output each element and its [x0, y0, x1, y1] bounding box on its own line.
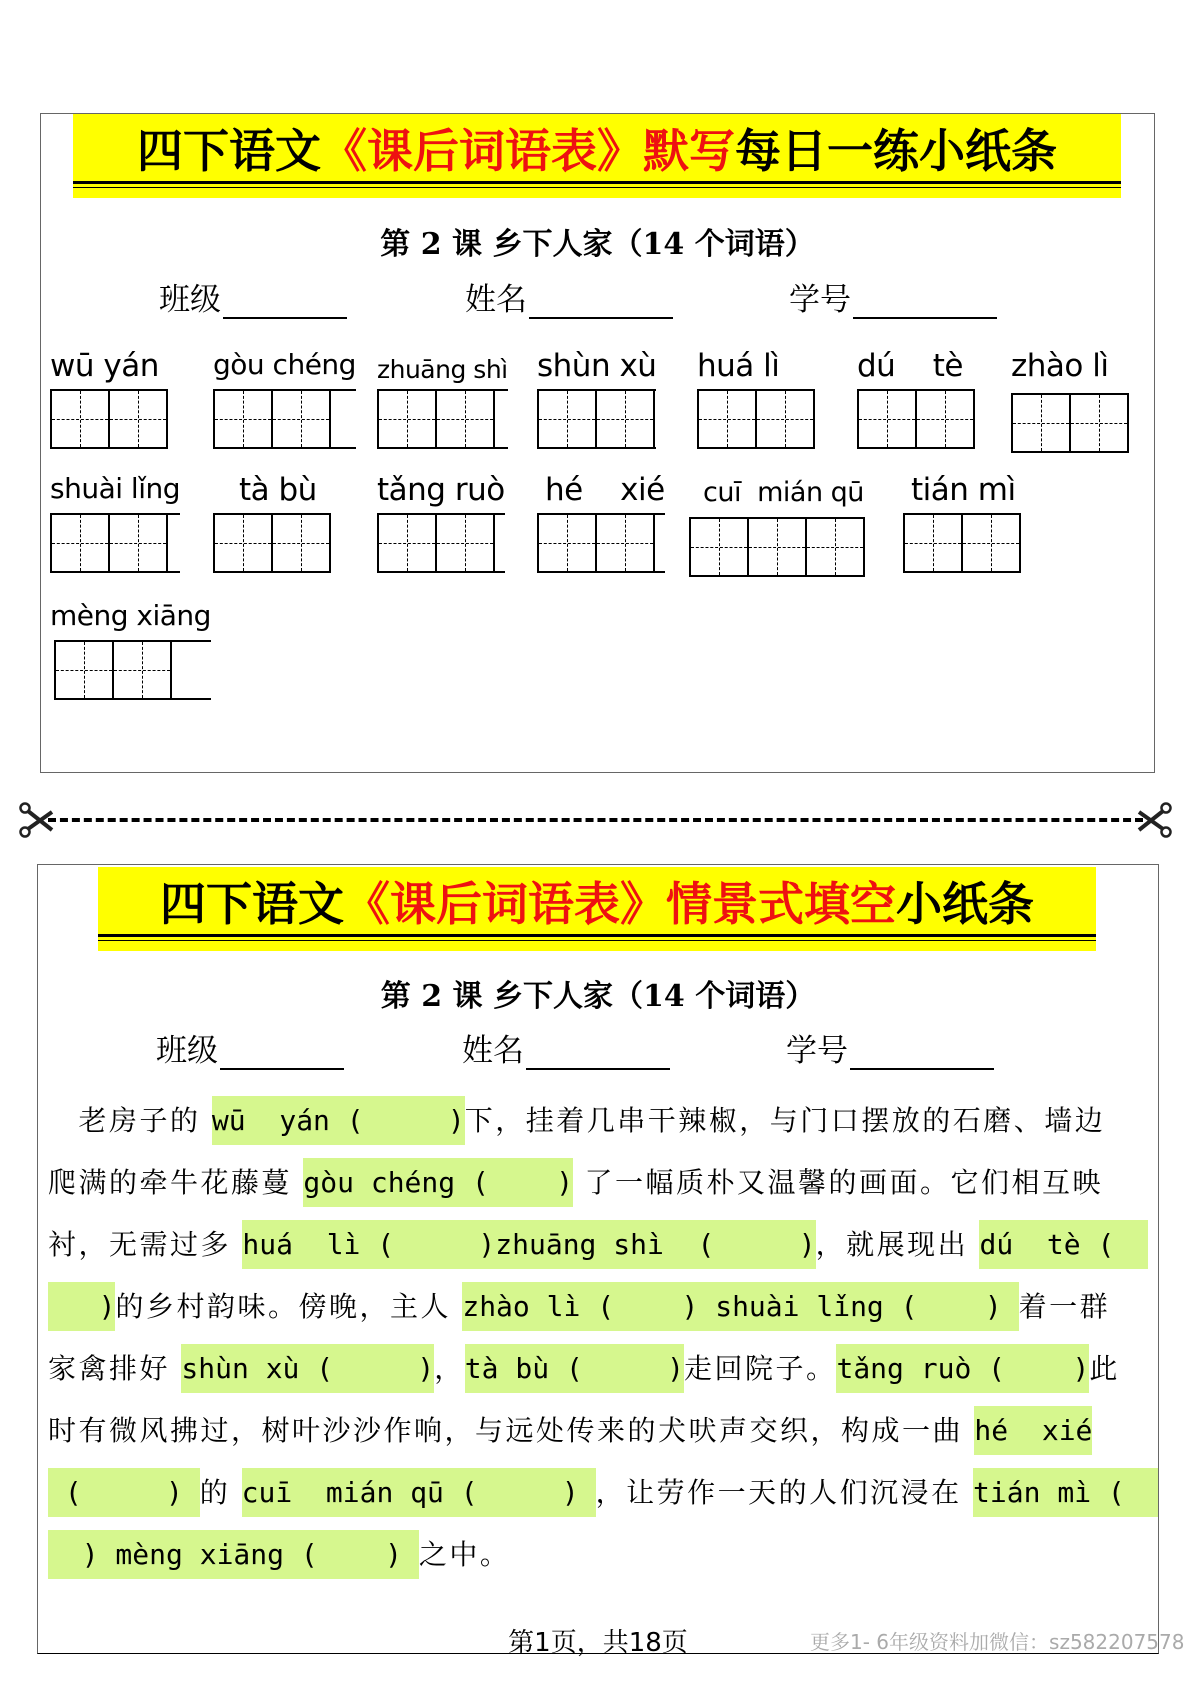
writing-grid[interactable] — [537, 389, 656, 449]
passage-text: ，让劳作一天的人们沉浸在 — [595, 1476, 974, 1509]
sheet-title-banner — [98, 867, 1096, 951]
word-pinyin: tà bù — [239, 472, 317, 508]
sheet-title-banner — [73, 114, 1121, 198]
fill-in-blank[interactable]: hé xié — [974, 1406, 1092, 1455]
student-info-row — [38, 1025, 1158, 1069]
writing-grid[interactable] — [377, 513, 505, 573]
class-blank[interactable] — [220, 1034, 344, 1070]
fill-in-blank[interactable]: tà bù ( ) — [465, 1344, 684, 1393]
student-id-field[interactable] — [789, 274, 997, 319]
fill-in-blank[interactable]: tián mì ( — [973, 1468, 1158, 1517]
fill-in-blank[interactable]: gòu chéng ( ) — [303, 1158, 573, 1207]
title-part: 四下语文 — [160, 877, 344, 931]
passage-text: 衬，无需过多 — [48, 1228, 243, 1261]
word-pinyin: zhào lì — [1011, 348, 1109, 384]
word-item — [377, 472, 505, 573]
writing-grid[interactable] — [689, 517, 865, 577]
passage-text: 老房子的 — [48, 1104, 212, 1137]
word-item — [689, 475, 865, 577]
name-field[interactable] — [465, 274, 673, 319]
passage-line — [48, 1462, 1159, 1524]
word-pinyin: mèng xiāng — [50, 599, 211, 632]
word-pinyin: hé xié — [545, 472, 665, 508]
word-item — [537, 348, 657, 449]
class-label: 班级 — [156, 1033, 218, 1069]
passage-text: 时有微风拂过，树叶沙沙作响，与远处传来的犬吠声交织，构成一曲 — [48, 1414, 975, 1447]
lesson-subtitle: 第 2 课 乡下人家（14 个词语） — [380, 227, 815, 262]
passage-text: ，就展现出 — [815, 1228, 980, 1261]
title-underline — [73, 181, 1121, 188]
writing-grid[interactable] — [537, 513, 665, 573]
fill-in-blank[interactable]: zhào lì ( ) shuài lǐng ( ) — [462, 1282, 1018, 1331]
title-part: 每日一练小纸条 — [735, 124, 1057, 178]
writing-grid[interactable] — [213, 513, 331, 573]
cut-line — [18, 800, 1173, 840]
passage-text: 下，挂着几串干辣椒，与门口摆放的石磨、墙边 — [464, 1104, 1106, 1137]
word-pinyin: zhuāng shì — [377, 355, 508, 384]
word-item — [377, 351, 508, 449]
passage-text: 此 — [1089, 1352, 1120, 1385]
word-item — [537, 472, 665, 573]
class-label: 班级 — [159, 282, 221, 318]
passage-line — [48, 1152, 1148, 1214]
scissors-icon — [1133, 800, 1173, 840]
name-field[interactable] — [462, 1025, 670, 1070]
word-item — [213, 348, 356, 449]
page-number: 第1页，共18页 — [508, 1628, 688, 1658]
title-part: 《课后词语表》情景式填空 — [344, 877, 896, 931]
passage-text: 爬满的牵牛花藤蔓 — [48, 1166, 304, 1199]
word-item — [50, 348, 168, 449]
word-item — [1011, 348, 1129, 453]
name-label: 姓名 — [462, 1033, 524, 1069]
passage-line — [48, 1400, 1148, 1462]
sheet-title — [160, 877, 1034, 931]
passage-line — [48, 1524, 1148, 1586]
watermark: 更多1- 6年级资料加微信：sz582207578 — [810, 1630, 1185, 1654]
fill-in-blank[interactable]: ( ) — [48, 1468, 200, 1517]
fill-in-blank[interactable]: ) mèng xiāng ( ) — [48, 1530, 419, 1579]
title-underline — [98, 934, 1096, 941]
fill-in-blank[interactable]: wū yán ( ) — [212, 1096, 465, 1145]
fill-in-blank[interactable]: shùn xù ( ) — [181, 1344, 434, 1393]
writing-grid[interactable] — [697, 389, 815, 449]
fill-in-blank[interactable]: huá lì ( )zhuāng shì ( ) — [242, 1220, 815, 1269]
word-item — [50, 599, 211, 700]
passage-text: 的乡村韵味。傍晚，主人 — [115, 1290, 463, 1323]
word-pinyin: gòu chéng — [213, 348, 356, 381]
fill-in-sheet — [37, 864, 1159, 1658]
student-id-blank[interactable] — [853, 283, 997, 319]
passage-text: 之中。 — [418, 1538, 511, 1571]
student-id-blank[interactable] — [850, 1034, 994, 1070]
writing-grid[interactable] — [213, 389, 356, 449]
word-pinyin: tián mì — [911, 472, 1016, 508]
word-pinyin: wū yán — [50, 348, 159, 384]
word-pinyin: shuài lǐng — [50, 472, 180, 505]
fill-in-passage — [48, 1090, 1159, 1586]
student-id-label: 学号 — [786, 1033, 848, 1069]
student-id-label: 学号 — [789, 282, 851, 318]
fill-in-blank[interactable]: tǎng ruò ( ) — [836, 1344, 1089, 1393]
passage-line — [48, 1276, 1148, 1338]
word-pinyin: cuī mián qū — [703, 477, 864, 508]
passage-text: 着一群 — [1018, 1290, 1111, 1323]
fill-in-blank[interactable]: dú tè ( — [979, 1220, 1148, 1269]
passage-line — [48, 1090, 1148, 1152]
name-blank[interactable] — [526, 1034, 670, 1070]
word-pinyin: huá lì — [697, 348, 780, 384]
passage-text: 家禽排好 — [48, 1352, 182, 1385]
class-field[interactable] — [159, 274, 347, 319]
name-blank[interactable] — [529, 283, 673, 319]
sheet-title — [137, 124, 1057, 178]
word-item — [697, 348, 815, 449]
student-id-field[interactable] — [786, 1025, 994, 1070]
fill-in-blank[interactable]: cuī mián qū ( ) — [242, 1468, 596, 1517]
word-pinyin: shùn xù — [537, 348, 657, 384]
word-item — [903, 472, 1021, 573]
title-part: 《课后词语表》默写 — [321, 124, 735, 178]
word-item — [213, 472, 331, 573]
passage-text: ， — [434, 1352, 465, 1385]
dictation-sheet — [40, 113, 1155, 773]
class-field[interactable] — [156, 1025, 344, 1070]
passage-text: 走回院子。 — [683, 1352, 837, 1385]
passage-line — [48, 1214, 1148, 1276]
lesson-subtitle: 第 2 课 乡下人家（14 个词语） — [380, 979, 816, 1014]
passage-line — [48, 1338, 1148, 1400]
word-pinyin: tǎng ruò — [377, 472, 505, 508]
student-info-row — [41, 274, 1154, 318]
word-pinyin: dú tè — [857, 348, 963, 384]
writing-grid[interactable] — [54, 640, 211, 700]
dashed-cut-guide — [48, 818, 1143, 822]
class-blank[interactable] — [223, 283, 347, 319]
writing-grid[interactable] — [377, 389, 508, 449]
title-part: 四下语文 — [137, 124, 321, 178]
fill-in-blank[interactable]: ) — [48, 1282, 115, 1331]
writing-grid[interactable] — [50, 513, 180, 573]
writing-grid[interactable] — [857, 389, 975, 449]
name-label: 姓名 — [465, 282, 527, 318]
passage-text: 了一幅质朴又温馨的画面。它们相互映 — [573, 1166, 1104, 1199]
passage-text: 的 — [199, 1476, 242, 1509]
writing-grid[interactable] — [50, 389, 168, 449]
title-part: 小纸条 — [896, 877, 1034, 931]
writing-grid[interactable] — [1011, 393, 1129, 453]
word-item — [50, 472, 180, 573]
word-item — [857, 348, 975, 449]
writing-grid[interactable] — [903, 513, 1021, 573]
